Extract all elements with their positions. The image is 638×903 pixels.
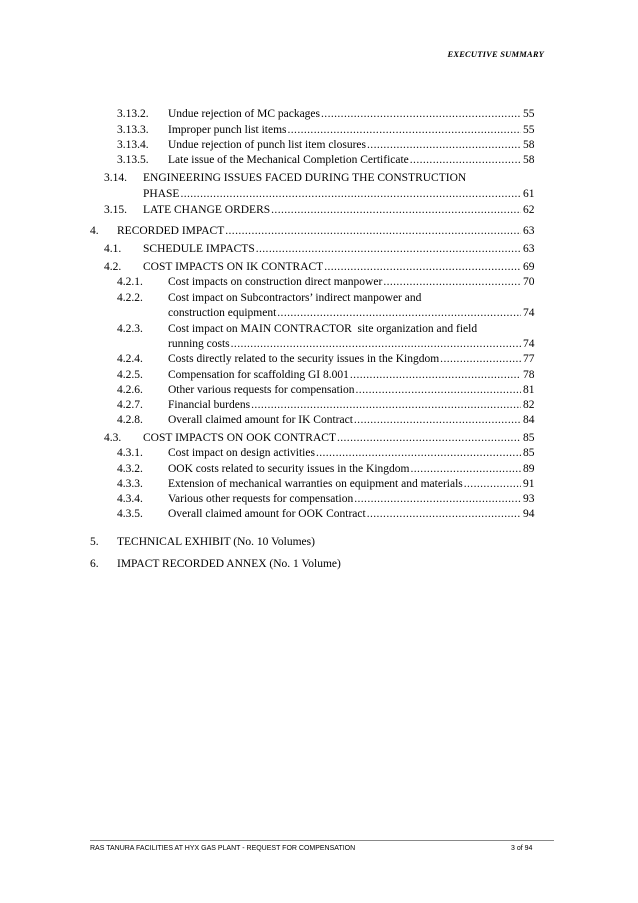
running-header: EXECUTIVE SUMMARY xyxy=(447,49,544,59)
toc-page: 63 xyxy=(523,225,535,237)
toc-page: 78 xyxy=(523,369,535,381)
toc-title: COST IMPACTS ON IK CONTRACT xyxy=(143,261,324,273)
toc-number: 4.3. xyxy=(104,432,122,444)
toc-title: Undue rejection of punch list item closures xyxy=(168,139,367,151)
footer-page-number: 3 of 94 xyxy=(511,845,533,852)
toc-title: Improper punch list items xyxy=(168,124,287,136)
toc-page: 93 xyxy=(523,493,535,505)
toc-title: Extension of mechanical warranties on equipment and materials xyxy=(168,478,463,490)
toc-title: COST IMPACTS ON OOK CONTRACT xyxy=(143,432,336,444)
toc-title: Cost impact on MAIN CONTRACTOR site organization and field xyxy=(168,323,478,335)
toc-page: 70 xyxy=(523,276,535,288)
toc-title: Cost impacts on construction direct manpower xyxy=(168,276,383,288)
toc-title: Undue rejection of MC packages xyxy=(168,108,321,120)
toc-page: 81 xyxy=(523,384,535,396)
toc-number: 4.2.1. xyxy=(117,276,143,288)
footer-divider xyxy=(90,840,554,841)
toc-number: 3.13.3. xyxy=(117,124,149,136)
toc-page: 74 xyxy=(523,307,535,319)
toc-title: Compensation for scaffolding GI 8.001 xyxy=(168,369,349,381)
toc-number: 4.3.2. xyxy=(117,463,143,475)
toc-number: 3.14. xyxy=(104,172,127,184)
toc-title: Late issue of the Mechanical Completion Certificate xyxy=(168,154,409,166)
toc-title: Various other requests for compensation xyxy=(168,493,354,505)
toc-number: 4.1. xyxy=(104,243,122,255)
toc-number: 4.2.5. xyxy=(117,369,143,381)
toc-page: 91 xyxy=(523,478,535,490)
toc-page: 58 xyxy=(523,154,535,166)
toc-title: IMPACT RECORDED ANNEX (No. 1 Volume) xyxy=(117,558,341,570)
toc-number: 3.13.4. xyxy=(117,139,149,151)
toc-title: Cost impact on Subcontractors’ indirect manpower and xyxy=(168,292,422,304)
toc-title: OOK costs related to security issues in the Kingdom xyxy=(168,463,410,475)
toc-title: TECHNICAL EXHIBIT (No. 10 Volumes) xyxy=(117,536,315,548)
toc-page: 89 xyxy=(523,463,535,475)
toc-number: 4.3.3. xyxy=(117,478,143,490)
toc-page: 61 xyxy=(523,188,535,200)
toc-number: 4.2.3. xyxy=(117,323,143,335)
toc-page: 85 xyxy=(523,447,535,459)
toc-page: 77 xyxy=(523,353,535,365)
toc-page: 85 xyxy=(523,432,535,444)
toc-title: Costs directly related to the security issues in the Kingdom xyxy=(168,353,440,365)
toc-title: Overall claimed amount for IK Contract xyxy=(168,414,353,426)
toc-number: 4.3.4. xyxy=(117,493,143,505)
toc-number: 4.3.5. xyxy=(117,508,143,520)
toc-page: 94 xyxy=(523,508,535,520)
toc-page: 74 xyxy=(523,338,535,350)
toc-page: 63 xyxy=(523,243,535,255)
toc-title: Overall claimed amount for OOK Contract xyxy=(168,508,366,520)
toc-page: 62 xyxy=(523,204,535,216)
toc-number: 6. xyxy=(90,558,99,570)
toc-title: SCHEDULE IMPACTS xyxy=(143,243,255,255)
toc-title: Financial burdens xyxy=(168,399,251,411)
toc-number: 4.2.7. xyxy=(117,399,143,411)
toc-number: 4.3.1. xyxy=(117,447,143,459)
toc-page: 55 xyxy=(523,124,535,136)
toc-page: 58 xyxy=(523,139,535,151)
toc-title: ENGINEERING ISSUES FACED DURING THE CONSTRUCTION xyxy=(143,172,467,184)
toc-title: RECORDED IMPACT xyxy=(117,225,225,237)
toc-page: 55 xyxy=(523,108,535,120)
toc-title-continuation: PHASE xyxy=(143,188,180,200)
toc-page: 82 xyxy=(523,399,535,411)
toc-page: 69 xyxy=(523,261,535,273)
toc-title-continuation: running costs xyxy=(168,338,230,350)
toc-number: 4.2.4. xyxy=(117,353,143,365)
toc-number: 3.15. xyxy=(104,204,127,216)
toc-number: 4.2.6. xyxy=(117,384,143,396)
toc-number: 5. xyxy=(90,536,99,548)
toc-number: 4. xyxy=(90,225,99,237)
toc-title: Cost impact on design activities xyxy=(168,447,315,459)
footer-document-title: RAS TANURA FACILITIES AT HYX GAS PLANT - REQUEST FOR COMPENSATION xyxy=(90,845,356,852)
toc-number: 3.13.5. xyxy=(117,154,149,166)
toc-number: 4.2.8. xyxy=(117,414,143,426)
toc-title-continuation: construction equipment xyxy=(168,307,277,319)
toc-title: LATE CHANGE ORDERS xyxy=(143,204,271,216)
toc-number: 3.13.2. xyxy=(117,108,149,120)
toc-title: Other various requests for compensation xyxy=(168,384,355,396)
toc-number: 4.2.2. xyxy=(117,292,143,304)
toc-number: 4.2. xyxy=(104,261,122,273)
toc-page: 84 xyxy=(523,414,535,426)
